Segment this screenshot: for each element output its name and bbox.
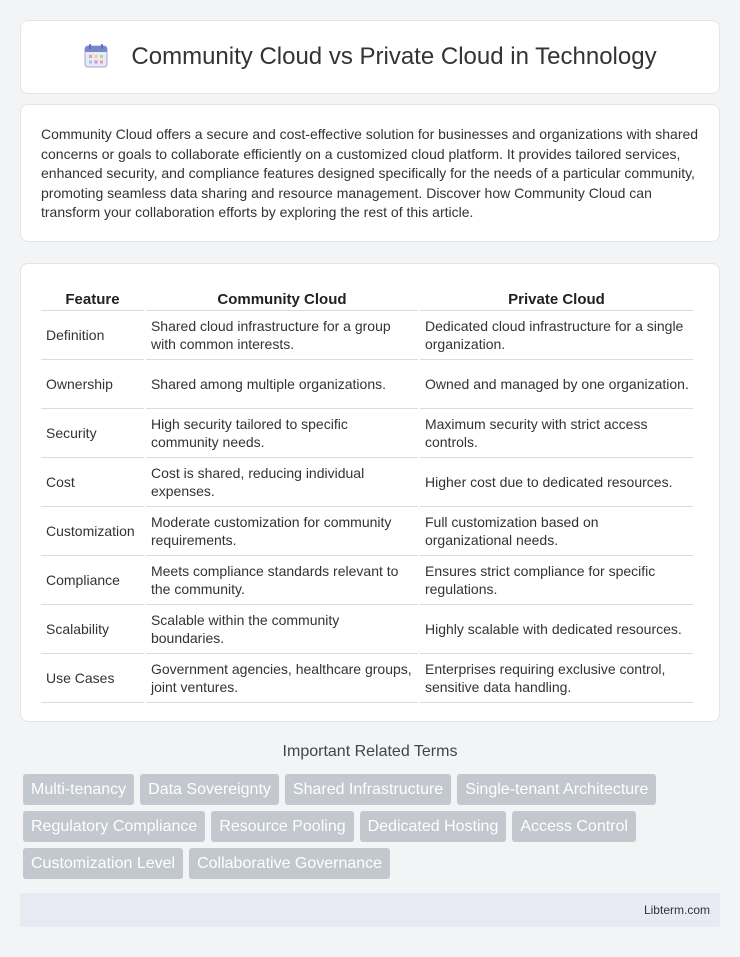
feature-cell: Definition bbox=[41, 311, 144, 360]
community-cell: High security tailored to specific community needs. bbox=[146, 409, 418, 458]
feature-cell: Ownership bbox=[41, 360, 144, 409]
related-terms-list bbox=[23, 774, 723, 885]
tag-collaborative-governance[interactable]: Collaborative Governance bbox=[189, 848, 390, 879]
header-card bbox=[20, 20, 720, 94]
comparison-table bbox=[39, 284, 695, 703]
private-cell: Ensures strict compliance for specific regulations. bbox=[420, 556, 693, 605]
intro-card bbox=[20, 104, 720, 242]
private-cell: Enterprises requiring exclusive control, sensitive data handling. bbox=[420, 654, 693, 703]
community-cell: Scalable within the community boundaries. bbox=[146, 605, 418, 654]
tag-data-sovereignty[interactable]: Data Sovereignty bbox=[140, 774, 279, 805]
tag-access-control[interactable]: Access Control bbox=[512, 811, 636, 842]
feature-cell: Use Cases bbox=[41, 654, 144, 703]
private-cell: Higher cost due to dedicated resources. bbox=[420, 458, 693, 507]
tag-regulatory-compliance[interactable]: Regulatory Compliance bbox=[23, 811, 205, 842]
table-row bbox=[41, 360, 693, 409]
table-row bbox=[41, 458, 693, 507]
tag-resource-pooling[interactable]: Resource Pooling bbox=[211, 811, 353, 842]
table-row bbox=[41, 605, 693, 654]
private-cell: Maximum security with strict access controls. bbox=[420, 409, 693, 458]
feature-cell: Scalability bbox=[41, 605, 144, 654]
community-cell: Meets compliance standards relevant to the community. bbox=[146, 556, 418, 605]
feature-cell: Compliance bbox=[41, 556, 144, 605]
comparison-table-card bbox=[20, 263, 720, 722]
tag-single-tenant-architecture[interactable]: Single-tenant Architecture bbox=[457, 774, 656, 805]
column-header-community-cloud: Community Cloud bbox=[146, 284, 418, 311]
table-row bbox=[41, 311, 693, 360]
private-cell: Owned and managed by one organization. bbox=[420, 360, 693, 409]
private-cell: Highly scalable with dedicated resources. bbox=[420, 605, 693, 654]
community-cell: Cost is shared, reducing individual expenses. bbox=[146, 458, 418, 507]
column-header-feature: Feature bbox=[41, 284, 144, 311]
related-terms-title: Important Related Terms bbox=[282, 743, 458, 760]
table-row bbox=[41, 654, 693, 703]
feature-cell: Customization bbox=[41, 507, 144, 556]
tag-shared-infrastructure[interactable]: Shared Infrastructure bbox=[285, 774, 451, 805]
tag-customization-level[interactable]: Customization Level bbox=[23, 848, 183, 879]
feature-cell: Cost bbox=[41, 458, 144, 507]
table-row bbox=[41, 556, 693, 605]
footer-site-link[interactable]: Libterm.com bbox=[643, 903, 710, 917]
intro-paragraph: Community Cloud offers a secure and cost-effective solution for businesses and organizations with shared concerns or goals to collaborate efficiently on a customized cloud platform. It provides tailored services, enhanced security, and compliance features designed specifically for the needs of a particular community, promoting seamless data sharing and resource management. Discover how Community Cloud can transform your collaboration efforts by exploring the rest of this article. bbox=[41, 126, 699, 221]
community-cell: Shared cloud infrastructure for a group with common interests. bbox=[146, 311, 418, 360]
community-cell: Moderate customization for community requirements. bbox=[146, 507, 418, 556]
community-cell: Government agencies, healthcare groups, joint ventures. bbox=[146, 654, 418, 703]
tag-dedicated-hosting[interactable]: Dedicated Hosting bbox=[360, 811, 507, 842]
table-header-row bbox=[41, 284, 693, 311]
feature-cell: Security bbox=[41, 409, 144, 458]
calendar-icon bbox=[83, 43, 109, 69]
table-row bbox=[41, 409, 693, 458]
private-cell: Dedicated cloud infrastructure for a single organization. bbox=[420, 311, 693, 360]
table-row bbox=[41, 507, 693, 556]
community-cell: Shared among multiple organizations. bbox=[146, 360, 418, 409]
private-cell: Full customization based on organizational needs. bbox=[420, 507, 693, 556]
footer bbox=[20, 893, 720, 927]
page-title: Community Cloud vs Private Cloud in Technology bbox=[131, 43, 657, 70]
column-header-private-cloud: Private Cloud bbox=[420, 284, 693, 311]
tag-multi-tenancy[interactable]: Multi-tenancy bbox=[23, 774, 134, 805]
